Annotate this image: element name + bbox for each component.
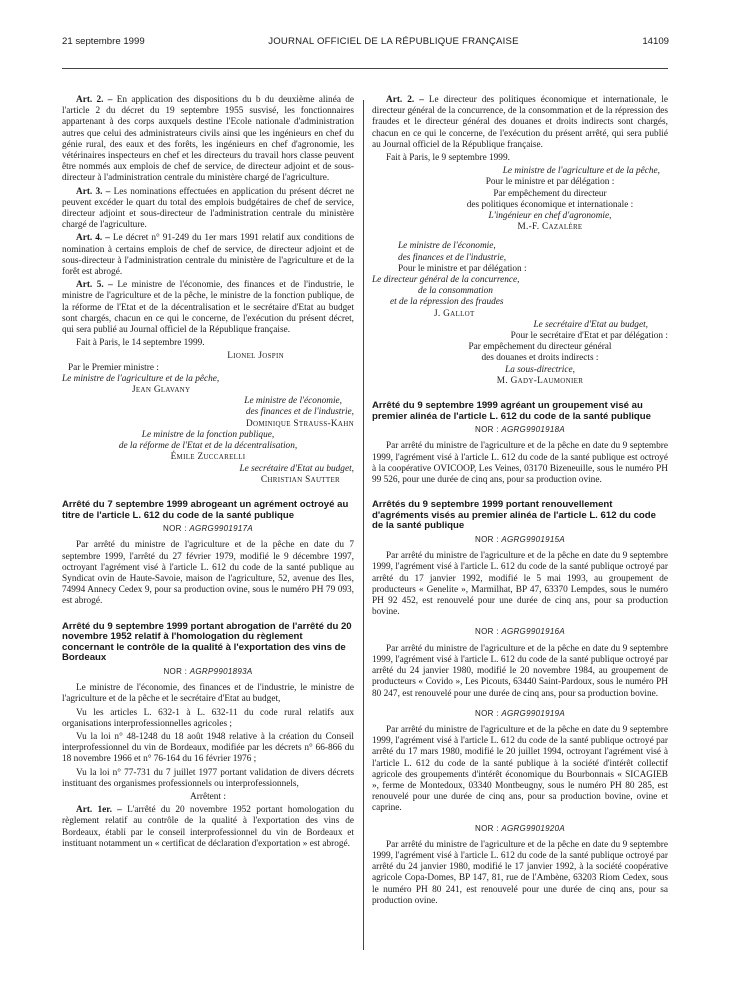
signature-line: L'ingénieur en chef d'agronomie, xyxy=(488,211,612,222)
article-text: En application des dispositions du b du deuxième alinéa de l'article 2 du décret du 19 septembre 1955 susvisé, les fonctionnaires appartenant à des corps auxquels destine l'Ecole nationale d'administration autres que celui des administrateurs civils ainsi que les ingénieurs en chef du génie rural, des eaux et des forêts, les ingénieurs en chef d'agronomie, les vétérinaires inspecteurs en chef et les directeurs du travail hors classe peuvent être nommés aux emplois de chef de service, de directeur adjoint et de sous-directeur à l'administration centrale du ministère chargé de l'agriculture. xyxy=(62,95,354,184)
signature-line: Le ministre de l'agriculture et de la pêche, xyxy=(62,373,220,384)
arretent: Arrêtent : xyxy=(190,791,226,802)
fait-a-paris: Fait à Paris, le 14 septembre 1999. xyxy=(76,338,205,349)
signature-block xyxy=(372,166,668,387)
signature-line: des finances et de l'industrie, xyxy=(245,407,354,418)
nor-reference xyxy=(62,666,354,677)
article-label: Art. 2. – xyxy=(386,95,424,105)
nor-reference xyxy=(372,626,668,637)
article-label: Art. 5. – xyxy=(76,280,113,291)
signature-block xyxy=(62,351,354,485)
decree-heading: Arrêté du 7 septembre 1999 abrogeant un agrément octroyé au titre de l'article L. 612 du code de la santé publique xyxy=(62,498,349,521)
signatory-name: Dominique Strauss-Kahn xyxy=(245,418,354,429)
decree-text: Vu la loi n° 77-731 du 7 juillet 1977 portant validation de divers décrets instituant des organismes professionnels ou interprofessionnels, xyxy=(62,767,354,789)
signature-line: Par le Premier ministre : xyxy=(68,362,159,373)
signatory-name: Jean Glavany xyxy=(132,385,191,396)
left-column xyxy=(62,95,354,852)
signatory-name: M.-F. Cazalère xyxy=(517,222,583,233)
signature-line: Le ministre de l'économie, xyxy=(398,241,496,252)
signature-line: Le ministre de la fonction publique, xyxy=(141,429,275,440)
decree-text: Par arrêté du ministre de l'agriculture et de la pêche en date du 9 septembre 1999, l'agrément visé à l'article L. 612 du code de la santé publique octroyé par arrêté du 17 mars 1980, modifié le 20 juillet 1994, octroyant l'agrément visé à l'article L. 612 du code de la santé publique à la société d'intérêt collectif agricole des groupements d'intérêt économique du Bourbonnais « SICAGIEB », ferme de Montedoux, 03340 Montbeugny, sous le numéro PH 80 285, est renouvelé pour une durée de cinq ans, pour sa production bovine, ovine et caprine. xyxy=(372,724,668,814)
decree-heading: Arrêtés du 9 septembre 1999 portant renouvellement d'agréments visés au premier alinéa de l'article L. 612 du code de la santé publique xyxy=(372,499,656,532)
nor-code: AGRG9901918A xyxy=(501,425,565,435)
signature-line: Pour le ministre et par délégation : xyxy=(398,263,527,274)
signatory-name: Christian Sautter xyxy=(260,474,340,485)
signature-line: Le directeur général de la concurrence, xyxy=(372,275,520,286)
right-column xyxy=(372,95,668,909)
signatory-name: Lionel Jospin xyxy=(227,351,284,362)
article-label: Art. 2. – xyxy=(76,95,113,105)
signature-line: Pour le secrétaire d'Etat et par délégation : xyxy=(510,331,668,342)
signature-line: des douanes et droits indirects : xyxy=(481,353,599,364)
nor-code: AGRG9901916A xyxy=(501,627,565,637)
signature-line: Le secrétaire d'Etat au budget, xyxy=(533,319,648,330)
decree-text: Vu les articles L. 632-1 à L. 632-11 du code rural relatifs aux organisations interprofessionnelles agricoles ; xyxy=(62,707,354,729)
article-text: L'arrêté du 20 novembre 1952 portant homologation du règlement relatif au contrôle de la qualité à l'exportation des vins de Bordeaux, établi par le conseil interprofessionnel du vin de Bordeaux et instituant notamment un « certificat de déclaration d'exportation » est abrogé. xyxy=(62,805,354,849)
decree-text: Par arrêté du ministre de l'agriculture et de la pêche en date du 9 septembre 1999, l'agrément visé à l'article L. 612 du code de la santé publique octroyé par arrêté du 24 janvier 1980, modifié le 20 novembre 1984, au groupement de producteurs « Covido », Les Picouts, 63440 Saint-Pardoux, sous le numéro PH 80 247, est renouvelé pour une durée de cinq ans, pour sa production bovine. xyxy=(372,643,668,699)
nor-code: AGRP9901893A xyxy=(189,666,253,676)
article-text: Les nominations effectuées en application du présent décret ne peuvent excéder le quart du total des emplois budgétaires de chef de service, directeur adjoint et sous-directeur de l'administration centrale du ministère chargé de l'agriculture. xyxy=(62,186,354,231)
nor-code: AGRG9901920A xyxy=(501,823,565,833)
nor-code: AGRG9901915A xyxy=(501,535,565,545)
column-divider xyxy=(363,100,364,950)
decree-text: Par arrêté du ministre de l'agriculture et de la pêche en date du 7 septembre 1999, l'arrêté du 27 février 1979, modifié le 9 décembre 1997, octroyant l'agrément visé à l'article L. 612 du code de la santé publique au Syndicat ovin de Haute-Savoie, maison de l'agriculture, 52, avenue des Iles, 74994 Annecy Cedex 9, pour sa production ovine, sous le numéro PH 79 093, est abrogé. xyxy=(62,540,354,607)
article-text: Le directeur des politiques économique et internationale, le directeur général de la concurrence, de la consommation et de la répression des fraudes et le directeur général des douanes et droits indirects sont chargés, chacun en ce qui le concerne, de l'exécution du présent arrêté, qui sera publié au Journal officiel de la République française. xyxy=(372,95,669,150)
nor-label: NOR : xyxy=(475,823,499,833)
spacer xyxy=(372,233,668,241)
decree-text: Par arrêté du ministre de l'agriculture et de la pêche en date du 9 septembre 1999, l'agrément visé à l'article L. 612 du code de la santé publique est octroyé à la coopérative OVICOOP, Les Veines, 03170 Bizeneuille, sous le numéro PH 99 526, pour une durée de cinq ans, pour sa production ovine. xyxy=(372,441,668,486)
page-header xyxy=(62,36,669,52)
signatory-name: Émile Zuccarelli xyxy=(170,452,246,463)
nor-label: NOR : xyxy=(475,708,499,718)
header-rule xyxy=(62,68,668,69)
nor-label: NOR : xyxy=(163,666,188,676)
decree-text: Le ministre de l'économie, des finances et de l'industrie, le ministre de l'agriculture et de la pêche et le secrétaire d'Etat au budget, xyxy=(62,683,354,705)
signature-line: de la consommation xyxy=(418,286,493,297)
article-5 xyxy=(62,280,354,336)
header-date: 21 septembre 1999 xyxy=(62,36,145,47)
signature-line: de la réforme de l'Etat et de la décentralisation, xyxy=(118,441,298,452)
signature-line: Par empêchement du directeur xyxy=(493,188,607,199)
decree-text: Vu la loi n° 48-1248 du 18 août 1948 relative à la création du Conseil interprofessionnel du vin de Bordeaux, modifiée par les décrets n° 66-866 du 18 novembre 1966 et n° 76-164 du 16 février 1976 ; xyxy=(62,731,354,765)
decree-text: Par arrêté du ministre de l'agriculture et de la pêche en date du 9 septembre 1999, l'agrément visé à l'article L. 612 du code de la santé publique octroyé par arrêté du 24 janvier 1980, modifié le 17 janvier 1992, à la société coopérative agricole Copa-Domes, BP 147, 81, rue de l'Ambène, 63203 Riom Cedex, sous le numéro PH 80 241, est renouvelé pour une durée de cinq ans, pour sa production ovine. xyxy=(372,839,668,906)
nor-reference xyxy=(62,523,354,534)
decree-text: Par arrêté du ministre de l'agriculture et de la pêche en date du 9 septembre 1999, l'agrément visé à l'article L. 612 du code de la santé publique octroyé par arrêté du 17 janvier 1992, modifié le 5 mai 1993, au groupement de producteurs « Genelite », Marmilhat, BP 47, 63370 Lempdes, sous le numéro PH 92 452, est renouvelé pour une durée de cinq ans, pour sa production bovine. xyxy=(372,551,668,618)
journal-title: JOURNAL OFFICIEL DE LA RÉPUBLIQUE FRANÇAISE xyxy=(268,36,519,47)
fait-a-paris: Fait à Paris, le 9 septembre 1999. xyxy=(386,153,510,164)
signature-line: Le ministre de l'agriculture et de la pêche, xyxy=(502,166,660,177)
signature-line: Le ministre de l'économie, xyxy=(244,396,342,407)
nor-reference xyxy=(372,823,668,834)
nor-reference xyxy=(372,708,668,719)
article-4 xyxy=(62,233,354,278)
nor-code: AGRG9901919A xyxy=(501,708,565,718)
nor-label: NOR : xyxy=(475,535,499,545)
article-label: Art. 1er. – xyxy=(76,805,122,816)
nor-reference xyxy=(372,534,668,545)
nor-label: NOR : xyxy=(163,524,187,534)
page-number: 14109 xyxy=(642,36,669,47)
article-3 xyxy=(62,187,354,232)
signature-line: La sous-directrice, xyxy=(505,364,575,375)
signature-line: Pour le ministre et par délégation : xyxy=(485,177,615,188)
nor-reference xyxy=(372,424,668,435)
signatory-name: M. Gady-Laumonier xyxy=(496,375,584,386)
decree-heading: Arrêté du 9 septembre 1999 agréant un groupement visé au premier alinéa de l'article L. 612 du code de la santé publique xyxy=(372,400,651,422)
article-1 xyxy=(62,805,354,850)
nor-label: NOR : xyxy=(475,425,499,435)
signature-line: Par empêchement du directeur général xyxy=(468,342,612,353)
article-text: Le décret n° 91-249 du 1er mars 1991 relatif aux conditions de nomination à certains emplois de chef de service, de directeur adjoint et de sous-directeur à l'administration centrale du ministère de l'agriculture et de la forêt est abrogé. xyxy=(62,233,354,278)
decree-heading: Arrêté du 9 septembre 1999 portant abrogation de l'arrêté du 20 novembre 1952 relatif à l'homologation du règlement concernant le contrôle de la qualité à l'exportation des vins de Bordeaux xyxy=(62,620,352,664)
signature-line: des finances et de l'industrie, xyxy=(398,252,507,263)
signature-line: Le secrétaire d'Etat au budget, xyxy=(239,463,354,474)
signature-line: des politiques économique et internationale : xyxy=(466,199,634,210)
article-2 xyxy=(62,95,354,185)
nor-code: AGRG9901917A xyxy=(189,524,253,534)
nor-label: NOR : xyxy=(475,627,499,637)
article-label: Art. 3. – xyxy=(76,186,111,197)
article-text: Le ministre de l'économie, des finances et de l'industrie, le ministre de l'agriculture et de la pêche, le ministre de la fonction publique, de la réforme de l'Etat et de la décentralisation et le secrétaire d'Etat au budget sont chargés, chacun en ce qui le concerne, de l'exécution du présent décret, qui sera publié au Journal officiel de la République française. xyxy=(62,280,355,336)
article-2-right xyxy=(372,95,668,151)
article-label: Art. 4. – xyxy=(76,233,110,244)
signatory-name: J. Gallot xyxy=(434,308,475,319)
signature-line: et de la répression des fraudes xyxy=(390,297,504,308)
